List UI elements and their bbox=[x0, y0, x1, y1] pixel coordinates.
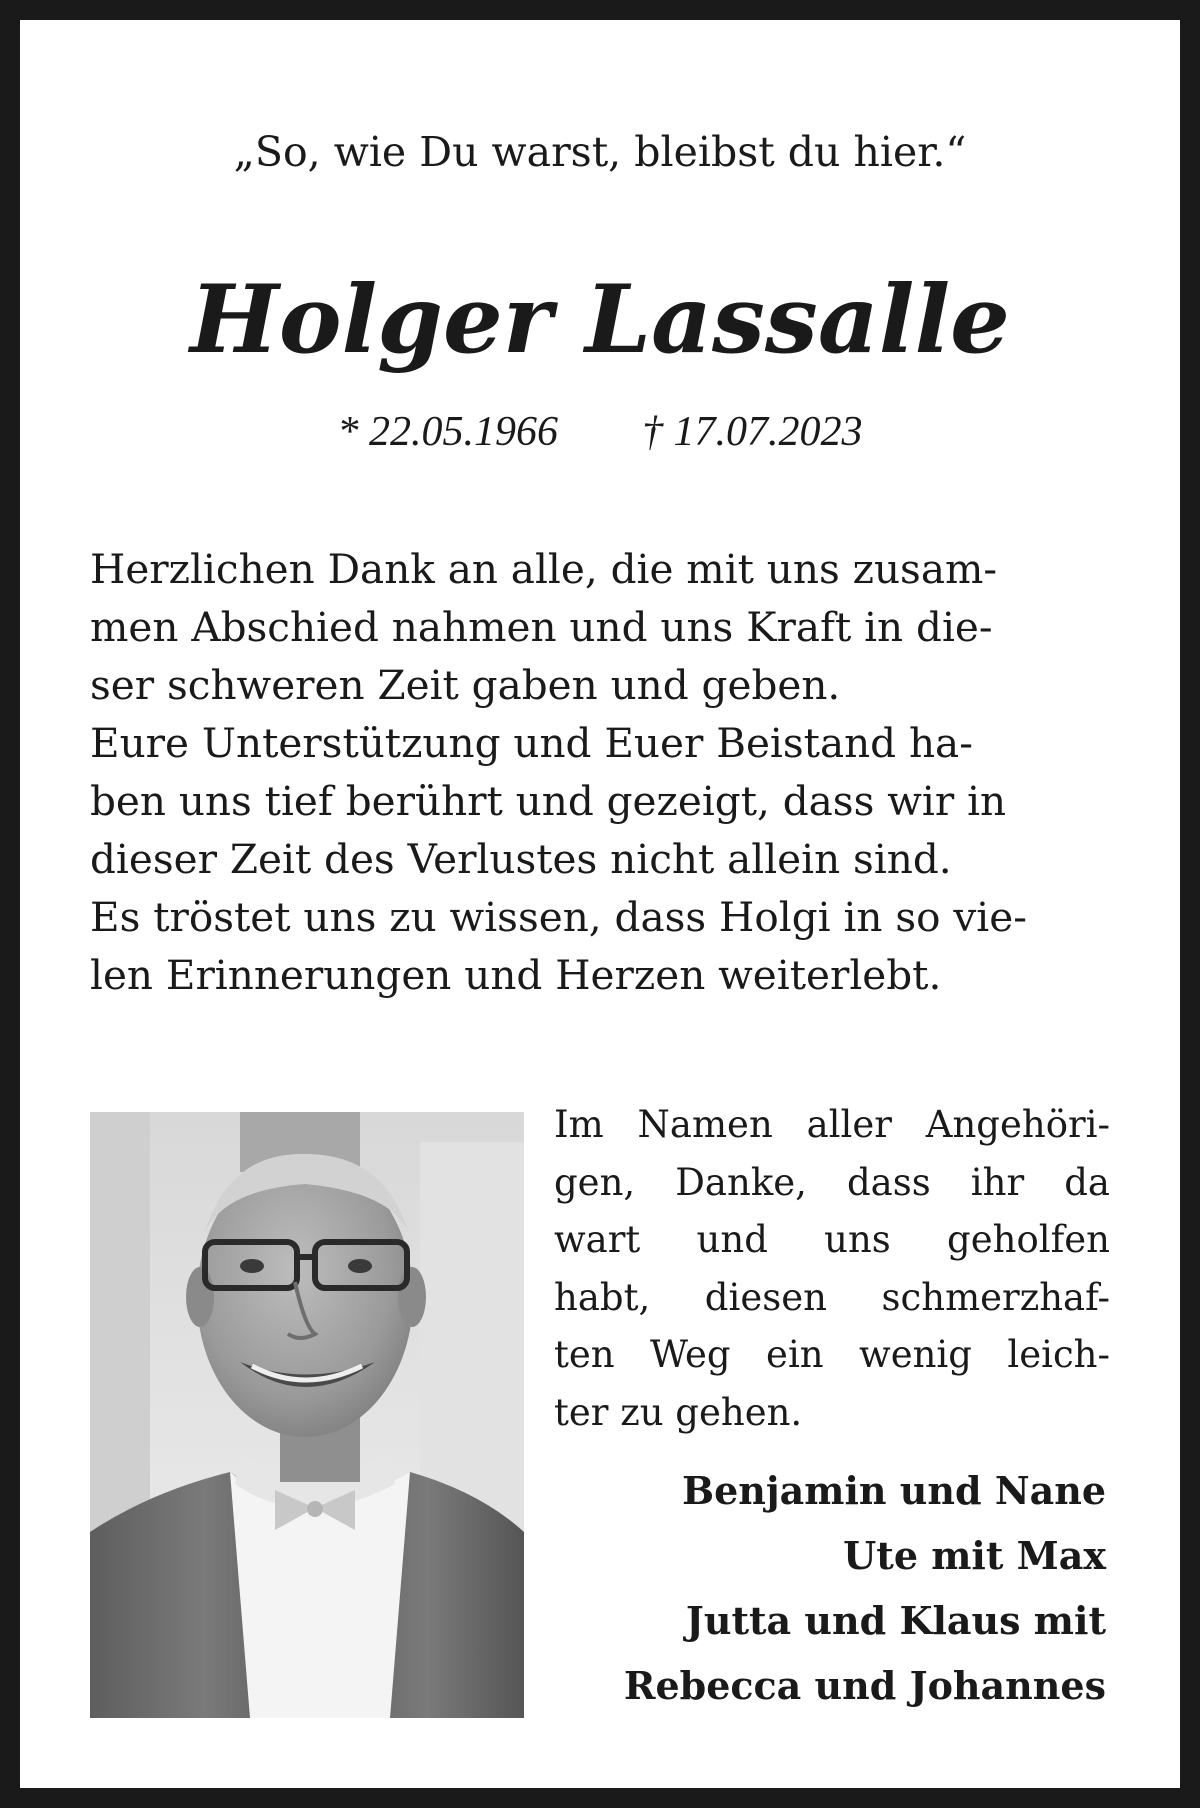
closing-line: Im Namen aller Angehöri- bbox=[554, 1103, 1110, 1146]
life-dates bbox=[0, 404, 1200, 460]
left-eye bbox=[240, 1259, 264, 1273]
closing-line: wart und uns geholfen bbox=[554, 1218, 1110, 1261]
thanks-line: len Erinnerungen und Herzen weiterlebt. bbox=[90, 951, 942, 999]
closing-paragraph bbox=[554, 1096, 1110, 1441]
closing-line: gen, Danke, dass ihr da bbox=[554, 1160, 1110, 1204]
thanks-line: Es tröstet uns zu wissen, dass Holgi in so vie- bbox=[90, 893, 1027, 941]
background-column bbox=[90, 1112, 150, 1532]
signer-line: Benjamin und Nane bbox=[681, 1468, 1106, 1513]
thanks-paragraph bbox=[90, 540, 1110, 1004]
portrait-illustration bbox=[90, 1112, 524, 1718]
thanks-line: ben uns tief berührt und gezeigt, dass wir in bbox=[90, 777, 1007, 825]
bowtie-knot bbox=[307, 1501, 323, 1517]
signer-line: Jutta und Klaus mit bbox=[685, 1598, 1106, 1643]
death-date: † 17.07.2023 bbox=[642, 409, 863, 455]
portrait-photo bbox=[90, 1112, 524, 1718]
closing-line: ter zu gehen. bbox=[554, 1390, 803, 1434]
right-eye bbox=[348, 1259, 372, 1273]
thanks-line: Herzlichen Dank an alle, die mit uns zusam- bbox=[90, 545, 998, 593]
signer-line: Rebecca und Johannes bbox=[623, 1663, 1106, 1708]
thanks-line: Eure Unterstützung und Euer Beistand ha- bbox=[90, 719, 973, 767]
deceased-name: Holger Lassalle bbox=[190, 265, 1010, 375]
signers-block bbox=[520, 1458, 1106, 1718]
thanks-line: dieser Zeit des Verlustes nicht allein sind. bbox=[90, 835, 952, 883]
right-ear bbox=[398, 1267, 426, 1327]
thanks-line: men Abschied nahmen und uns Kraft in die- bbox=[90, 603, 993, 651]
signer-line: Ute mit Max bbox=[843, 1533, 1106, 1578]
thanks-line: ser schweren Zeit gaben und geben. bbox=[90, 661, 841, 709]
closing-line: ten Weg ein wenig leich- bbox=[554, 1333, 1110, 1376]
birth-date: * 22.05.1966 bbox=[337, 409, 558, 455]
left-ear bbox=[186, 1267, 214, 1327]
motto-quote: „So, wie Du warst, bleibst du hier.“ bbox=[233, 128, 967, 176]
closing-line: habt, diesen schmerzhaf- bbox=[554, 1275, 1110, 1319]
